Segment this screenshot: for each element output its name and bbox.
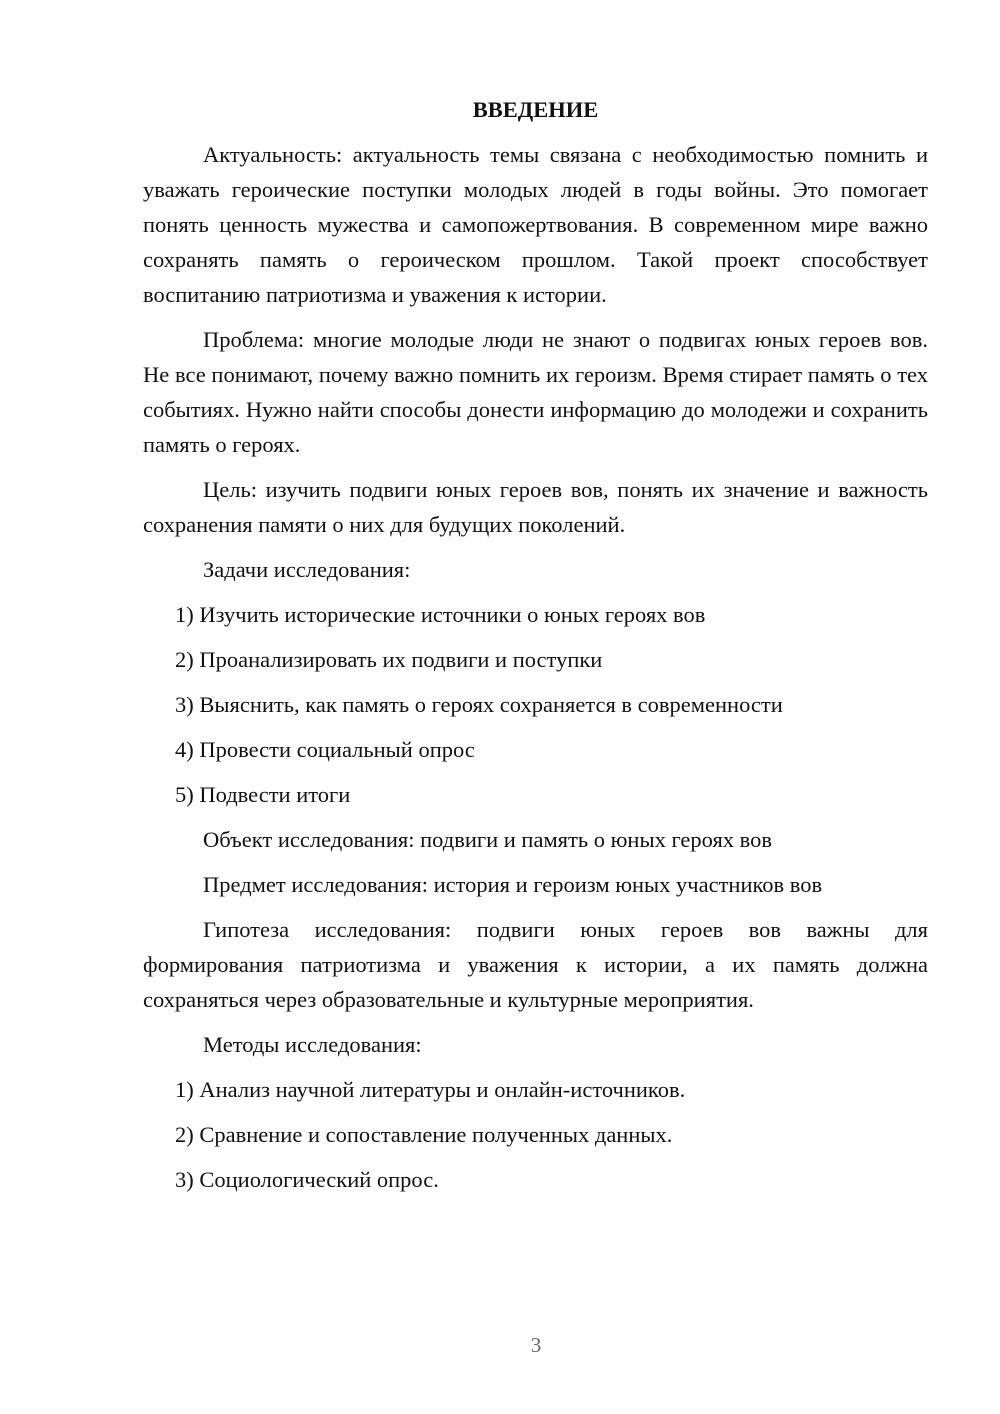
task-item-1: 1) Изучить исторические источники о юных героях вов (175, 602, 706, 627)
hypothesis-paragraph: Гипотеза исследования: подвиги юных героев вов важны для формирования патриотизма и уважения к истории, а их память должна сохраняться через образовательные и культурные мероприятия. (143, 917, 928, 1012)
page-number: 3 (530, 1333, 542, 1357)
page-title: ВВЕДЕНИЕ (472, 97, 599, 122)
task-item-3: 3) Выяснить, как память о героях сохраняется в современности (175, 692, 783, 717)
task-item-4: 4) Провести социальный опрос (175, 737, 475, 762)
research-subject: Предмет исследования: история и героизм юных участников вов (203, 872, 823, 897)
method-item-3: 3) Социологический опрос. (175, 1167, 439, 1192)
page-content (143, 92, 928, 1207)
methods-title: Методы исследования: (203, 1032, 422, 1057)
relevance-paragraph: Актуальность: актуальность темы связана с необходимостью помнить и уважать героические поступки молодых людей в годы войны. Это помогает понять ценность мужества и самопожертвования. В современном мире важно сохранять память о героическом прошлом. Такой проект способствует воспитанию патриотизма и уважения к истории. (143, 142, 928, 307)
method-item-2: 2) Сравнение и сопоставление полученных данных. (175, 1122, 673, 1147)
task-item-5: 5) Подвести итоги (175, 782, 351, 807)
problem-paragraph: Проблема: многие молодые люди не знают о подвигах юных героев вов. Не все понимают, почему важно помнить их героизм. Время стирает память о тех событиях. Нужно найти способы донести информацию до молодежи и сохранить память о героях. (143, 327, 928, 457)
research-object: Объект исследования: подвиги и память о юных героях вов (203, 827, 773, 852)
method-item-1: 1) Анализ научной литературы и онлайн-источников. (175, 1077, 686, 1102)
tasks-title: Задачи исследования: (203, 557, 411, 582)
task-item-2: 2) Проанализировать их подвиги и поступки (175, 647, 603, 672)
goal-paragraph: Цель: изучить подвиги юных героев вов, понять их значение и важность сохранения памяти о них для будущих поколений. (143, 477, 928, 537)
